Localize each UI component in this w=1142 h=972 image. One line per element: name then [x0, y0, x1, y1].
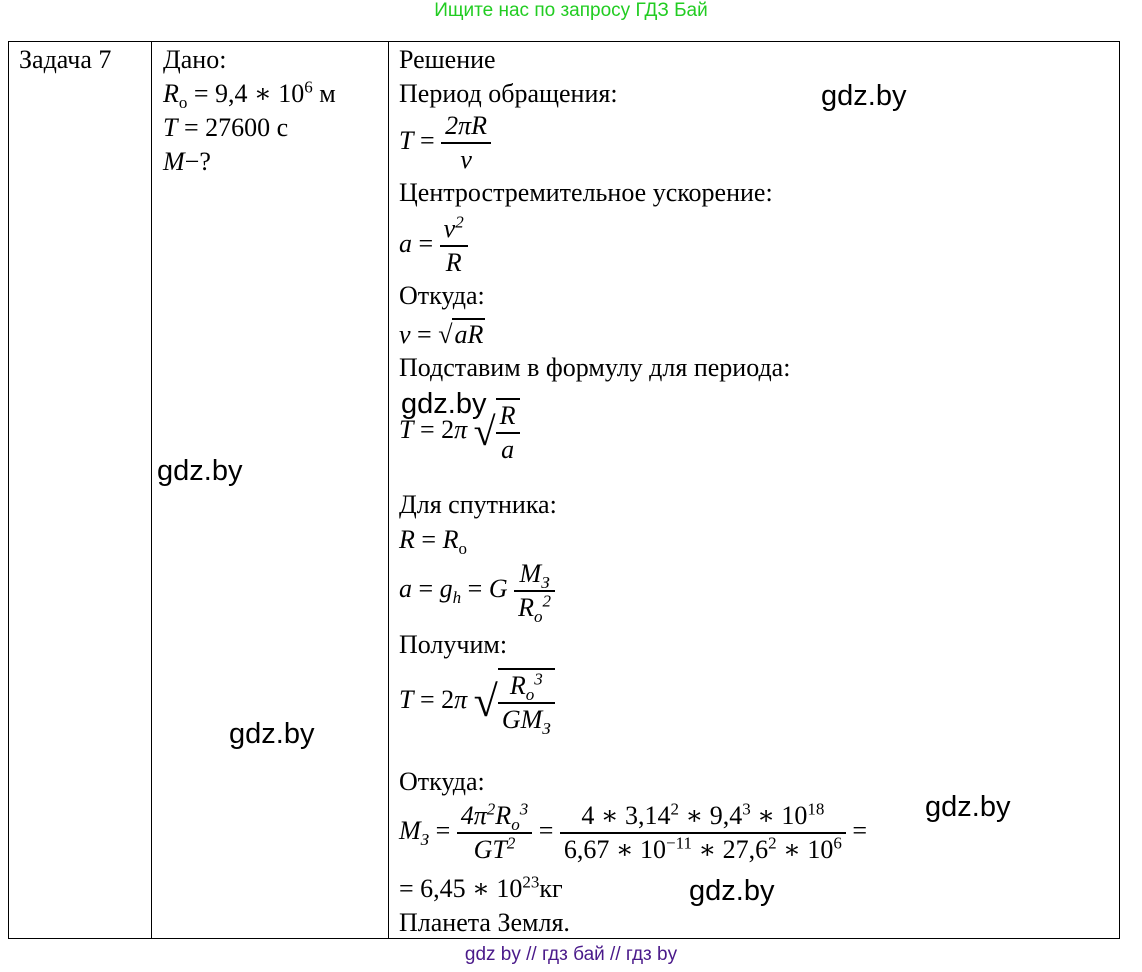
- watermark: gdz.by: [689, 875, 775, 907]
- accel-label: Центростремительное ускорение:: [399, 178, 773, 207]
- watermark: gdz.by: [157, 455, 243, 487]
- column-divider-2: [388, 41, 389, 939]
- given-mass-unknown: M−?: [163, 147, 211, 176]
- footer-links: gdz by // гдз бай // гдз by: [464, 944, 678, 965]
- formula-velocity: v = √aR: [399, 320, 484, 349]
- formula-radius-equal: $R = R_о$: [399, 525, 467, 559]
- watermark: gdz.by: [401, 388, 487, 420]
- formula-period-sqrt: T = 2π √ $\frac{R}{a}$: [399, 398, 520, 466]
- formula-accel: a = $\frac{v^2}{R}$: [399, 213, 468, 279]
- formula-gravity-accel: $a = g_h = G$ $\frac{M_З}{R_о^2}$: [399, 558, 555, 624]
- period-label: Период обращения:: [399, 79, 618, 108]
- solution-title: Решение: [399, 45, 496, 74]
- whence-label-1: Откуда:: [399, 281, 485, 310]
- whence-label-2: Откуда:: [399, 767, 485, 796]
- satellite-label: Для спутника:: [399, 490, 557, 519]
- watermark: gdz.by: [925, 791, 1011, 823]
- mass-result: = 6,45 ∗ $10^{23}кг$: [399, 872, 563, 903]
- formula-mass: $M_З$ = $\frac{4\pi^2R_о^3}{GT^2}$ = $\frac{4 ∗ 3,14^2 ∗ 9,4^3 ∗ 10^{18}}{6,67 ∗ 10^{-11} ∗ 27,6^2 ∗ 10^6}$ =: [399, 799, 868, 864]
- planet-answer: Планета Земля.: [399, 908, 570, 937]
- substitute-label: Подставим в формулу для периода:: [399, 353, 791, 382]
- column-divider-1: [151, 41, 152, 939]
- formula-period: T = $\frac{2\pi R}{v}$: [399, 110, 491, 176]
- watermark: gdz.by: [229, 718, 315, 750]
- given-period: T = 27600 с: [163, 113, 289, 142]
- search-hint: Ищите нас по запросу ГДЗ Бай: [434, 0, 708, 21]
- watermark: gdz.by: [821, 80, 907, 112]
- task-title: Задача 7: [19, 45, 112, 74]
- given-radius: $R_о = 9,4$ ∗ $10^6$ м: [163, 77, 336, 113]
- formula-period-final: T = 2π √ $\frac{R_о^3}{GM_З}$: [399, 668, 555, 736]
- given-title: Дано:: [163, 45, 227, 74]
- obtain-label: Получим:: [399, 630, 508, 659]
